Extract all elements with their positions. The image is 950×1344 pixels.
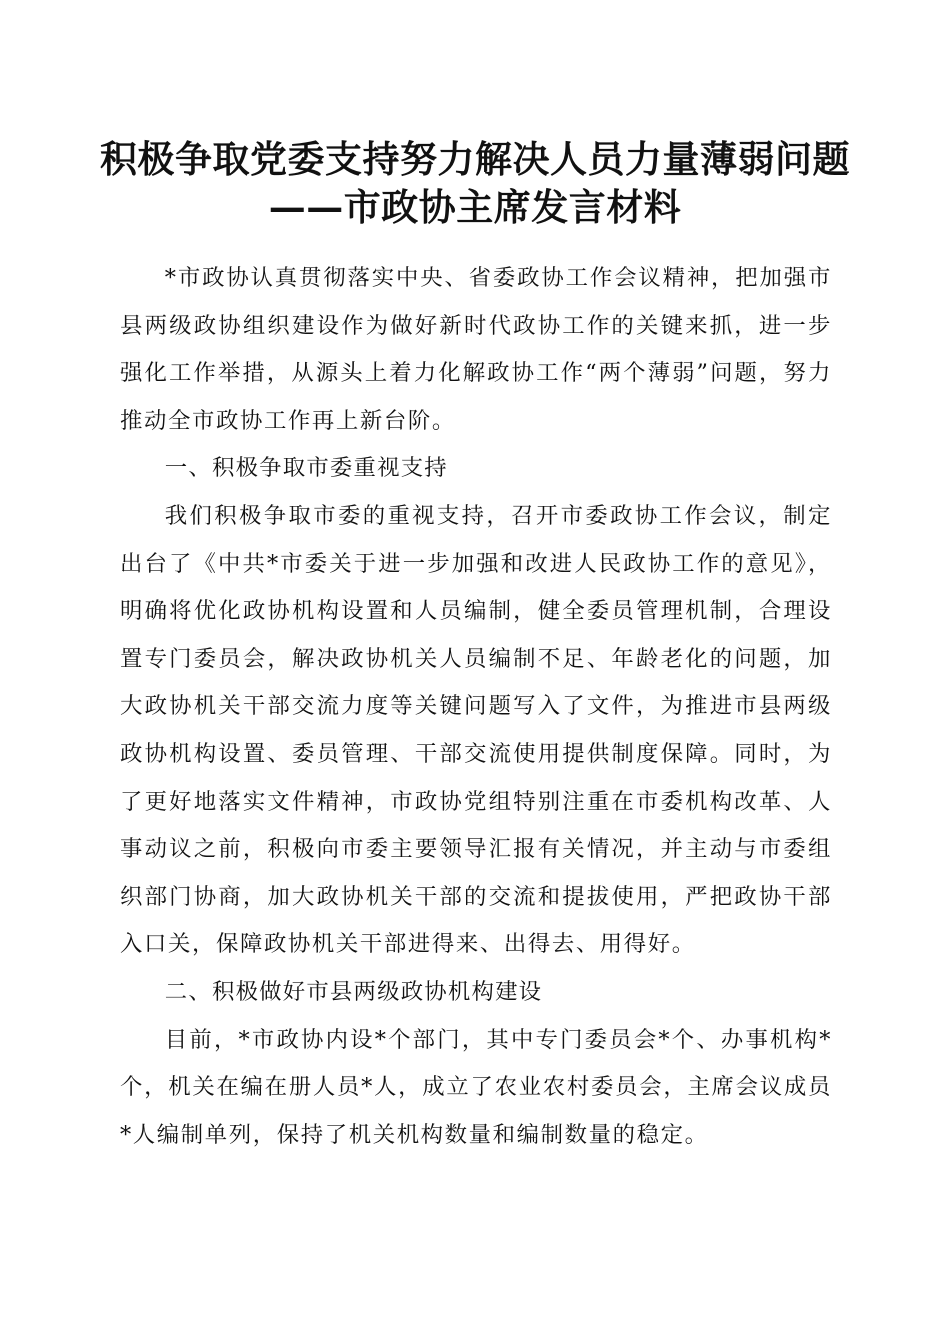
section-paragraph-1: 我们积极争取市委的重视支持，召开市委政协工作会议，制定出台了《中共*市委关于进一步加强和改进人民政协工作的意见》，明确将优化政协机构设置和人员编制，健全委员管理机制，合理设置专门委员会，解决政协机关人员编制不足、年龄老化的问题，加大政协机关干部交流力度等关键问题写入了文件，为推进市县两级政协机构设置、委员管理、干部交流使用提供制度保障。同时，为了更好地落实文件精神，市政协党组特别注重在市委机构改革、人事动议之前，积极向市委主要领导汇报有关情况，并主动与市委组织部门协商，加大政协机关干部的交流和提拔使用，严把政协干部入口关，保障政协机关干部进得来、出得去、用得好。 (120, 502, 832, 958)
document-title (0, 135, 950, 231)
section-paragraph-2: 目前，*市政协内设*个部门，其中专门委员会*个、办事机构*个，机关在编在册人员*人，成立了农业农村委员会，主席会议成员*人编制单列，保持了机关机构数量和编制数量的稳定。 (120, 1026, 832, 1148)
title-line-main: 积极争取党委支持努力解决人员力量薄弱问题 (100, 137, 850, 181)
document-body (120, 255, 832, 1159)
section-heading-1: 一、积极争取市委重视支持 (164, 455, 448, 482)
intro-paragraph: *市政协认真贯彻落实中央、省委政协工作会议精神，把加强市县两级政协组织建设作为做好新时代政协工作的关键来抓，进一步强化工作举措，从源头上着力化解政协工作“两个薄弱”问题，努力推动全市政协工作再上新台阶。 (120, 265, 832, 434)
section-heading-2: 二、积极做好市县两级政协机构建设 (164, 978, 543, 1005)
title-line-subtitle: ——市政协主席发言材料 (268, 185, 682, 229)
